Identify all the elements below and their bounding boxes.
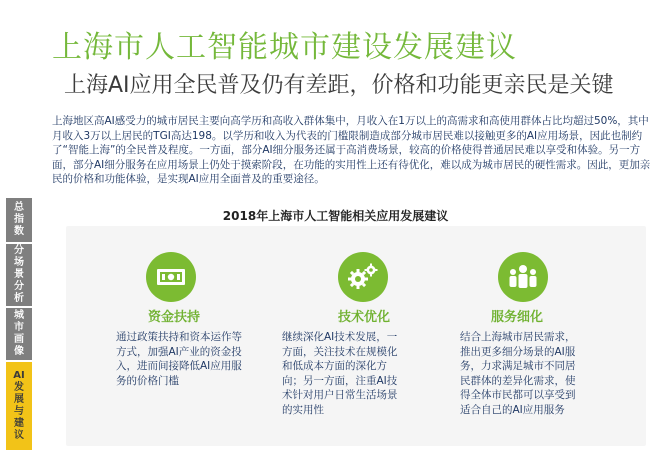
sidebar-item-label: 总指数 <box>14 202 24 237</box>
recommendation-funding <box>86 226 266 446</box>
sidebar-item-scene-analysis[interactable] <box>6 244 32 308</box>
sidebar-item-label: 分场景分析 <box>14 245 24 304</box>
recommendation-service <box>456 226 636 446</box>
recommendation-title: 技术优化 <box>338 310 391 325</box>
sidebar-item-city-portrait[interactable] <box>6 308 32 362</box>
page-subtitle: 上海AI应用全民普及仍有差距，价格和功能更亲民是关键 <box>64 73 614 98</box>
people-icon <box>498 252 548 302</box>
recommendation-text: 继续深化AI技术发展，一方面，关注技术在规模化和低成本方面的深化方向；另一方面，注重AI技术针对用户日常生活场景的实用性 <box>282 331 398 416</box>
recommendations-panel <box>66 226 646 446</box>
section-title: 2018年上海市人工智能相关应用发展建议 <box>222 209 449 223</box>
recommendation-text: 通过政策扶持和资本运作等方式，加强AI产业的资金投入，进而间接降低AI应用服务的价格门槛 <box>116 331 242 387</box>
recommendation-title: 服务细化 <box>491 310 544 325</box>
money-icon <box>146 252 196 302</box>
recommendation-technology <box>276 226 456 446</box>
sidebar-item-label: AI发展与建议 <box>13 370 25 441</box>
page-title: 上海市人工智能城市建设发展建议 <box>52 30 517 65</box>
recommendation-title: 资金扶持 <box>148 310 201 325</box>
recommendation-text: 结合上海城市居民需求，推出更多细分场景的AI服务，力求满足城市不同居民群体的差异化需求，使得全体市民都可以享受到适合自己的AI应用服务 <box>460 331 576 416</box>
gears-icon <box>338 252 388 302</box>
sidebar-item-label: 城市画像 <box>14 310 24 357</box>
intro-paragraph: 上海地区高AI感受力的城市居民主要向高学历和高收入群体集中，月收入在1万以上的高需求和高使用群体占比均超过50%，其中月收入3万以上居民的TGI高达198。以学历和收入为代表的门槛限制造成部分城市居民难以接触更多的AI应用场景，因此也制约了“智能上海”的全民普及程度。一方面，部分AI细分服务还属于高消费场景，较高的价格使得普通居民难以享受和体验。另一方面，部分AI细分服务在应用场景上仍处于摸索阶段，在功能的实用性上还有待优化，难以成为城市居民的硬性需求。因此，更加亲民的价格和功能体验，是实现AI应用全面普及的重要途径。 <box>52 115 651 185</box>
sidebar-item-ai-development[interactable] <box>6 362 32 450</box>
section-sidebar <box>6 198 32 450</box>
